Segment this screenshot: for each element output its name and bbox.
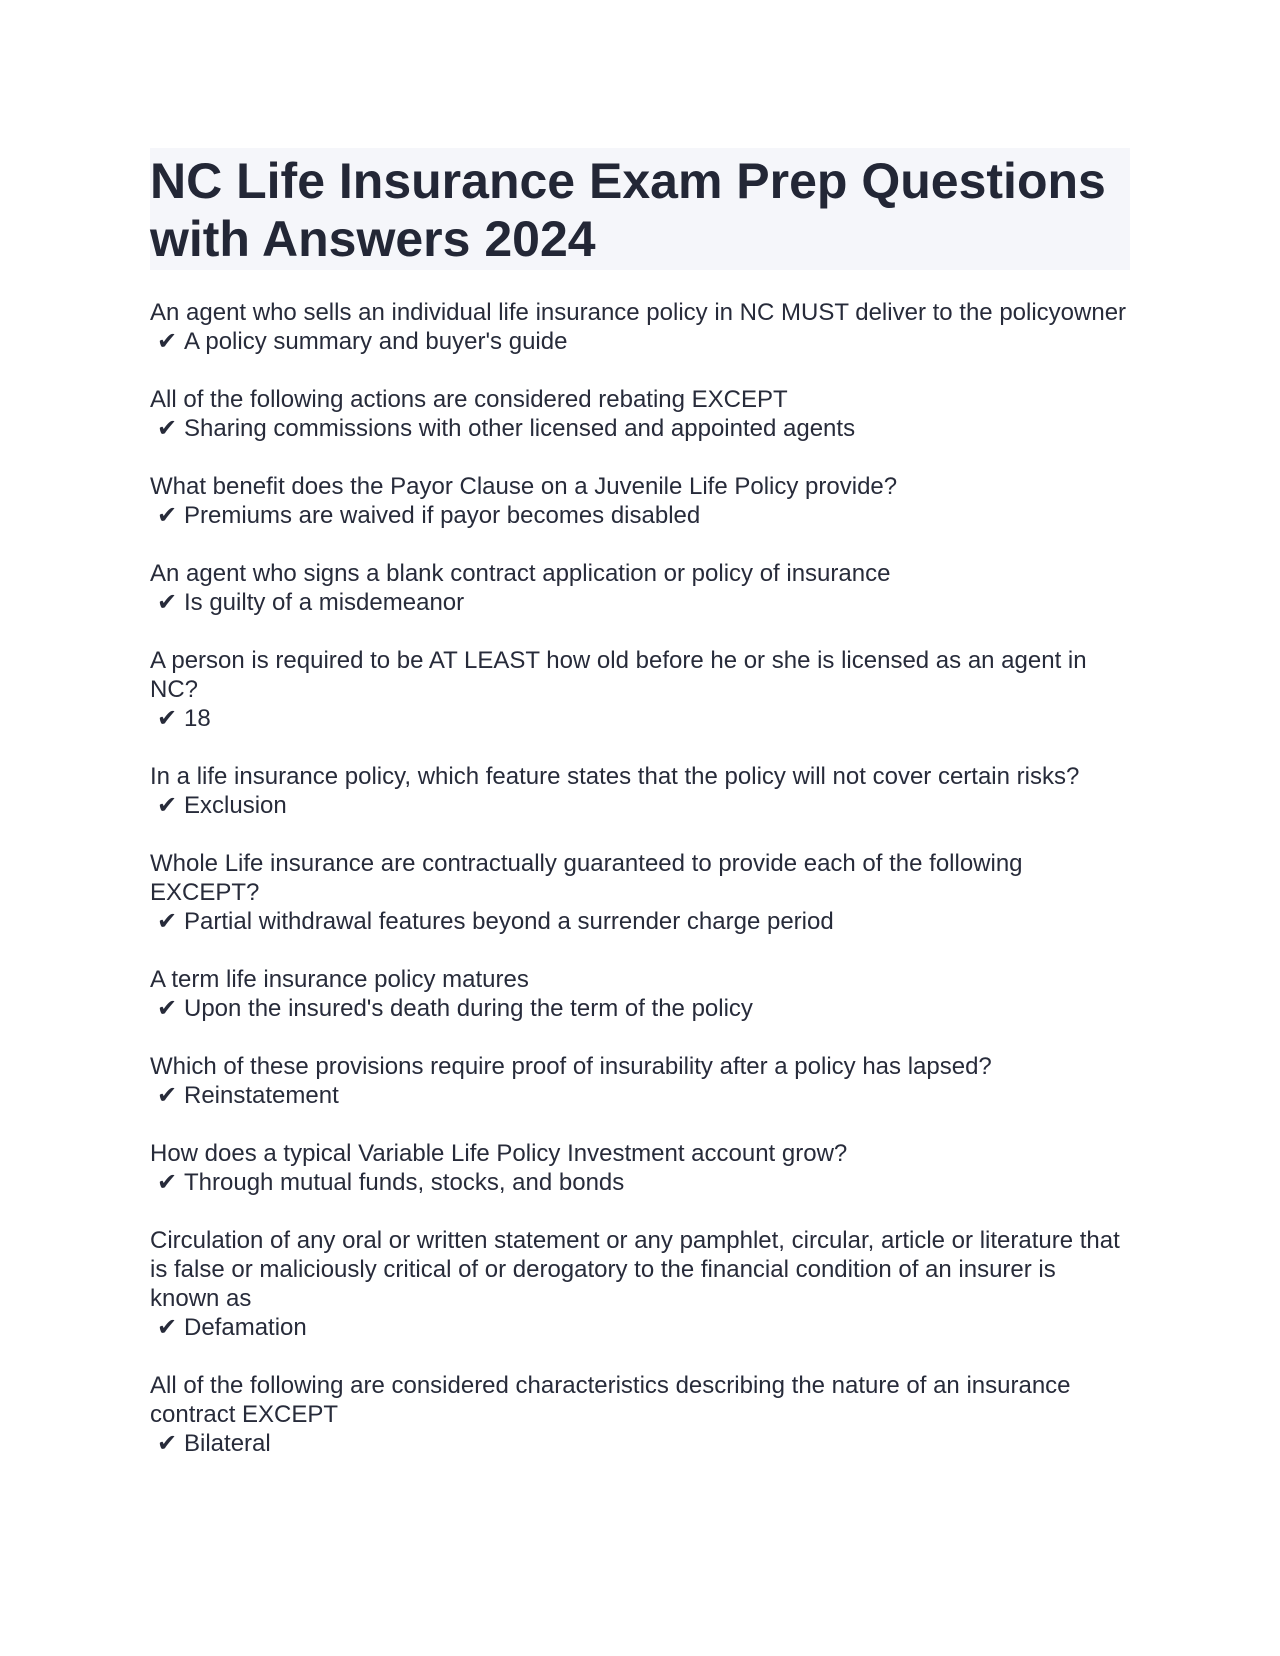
answer-line — [150, 327, 1130, 356]
checkmark-icon: ✔ — [157, 328, 178, 355]
question-text: How does a typical Variable Life Policy Investment account grow? — [150, 1140, 848, 1167]
answer-line — [150, 414, 1130, 443]
checkmark-icon: ✔ — [157, 792, 178, 819]
qa-item — [150, 1139, 1130, 1197]
checkmark-icon: ✔ — [157, 908, 178, 935]
answer-text: Premiums are waived if payor becomes disabled — [184, 502, 701, 529]
answer-text: Sharing commissions with other licensed and appointed agents — [184, 415, 856, 442]
checkmark-icon: ✔ — [157, 705, 178, 732]
answer-line — [150, 907, 1130, 936]
qa-item — [150, 1371, 1130, 1458]
answer-line — [150, 791, 1130, 820]
question-text: Circulation of any oral or written statement or any pamphlet, circular, article or literature that is false or maliciously critical of or derogatory to the financial condition of an insurer is known as — [150, 1227, 1120, 1312]
question-text: Whole Life insurance are contractually guaranteed to provide each of the following EXCEPT? — [150, 850, 1023, 906]
qa-item — [150, 1052, 1130, 1110]
answer-text: A policy summary and buyer's guide — [184, 328, 568, 355]
page-title: NC Life Insurance Exam Prep Questions with Answers 2024 — [150, 153, 1106, 267]
question-text: In a life insurance policy, which feature states that the policy will not cover certain risks? — [150, 763, 1080, 790]
answer-line — [150, 588, 1130, 617]
checkmark-icon: ✔ — [157, 415, 178, 442]
checkmark-icon: ✔ — [157, 1082, 178, 1109]
answer-text: Reinstatement — [184, 1082, 339, 1109]
answer-line — [150, 1168, 1130, 1197]
checkmark-icon: ✔ — [157, 589, 178, 616]
answer-text: Partial withdrawal features beyond a surrender charge period — [184, 908, 834, 935]
question-text: An agent who sells an individual life insurance policy in NC MUST deliver to the policyowner — [150, 299, 1127, 326]
checkmark-icon: ✔ — [157, 502, 178, 529]
answer-text: Upon the insured's death during the term of the policy — [184, 995, 753, 1022]
qa-item — [150, 559, 1130, 617]
answer-line — [150, 1313, 1130, 1342]
checkmark-icon: ✔ — [157, 1314, 178, 1341]
qa-item — [150, 646, 1130, 733]
answer-line — [150, 501, 1130, 530]
answer-line — [150, 994, 1130, 1023]
qa-item — [150, 849, 1130, 936]
title-box — [150, 148, 1130, 270]
question-text: All of the following are considered characteristics describing the nature of an insurance contract EXCEPT — [150, 1372, 1071, 1428]
qa-item — [150, 1226, 1130, 1342]
qa-item — [150, 298, 1130, 356]
qa-item — [150, 965, 1130, 1023]
checkmark-icon: ✔ — [157, 1169, 178, 1196]
qa-item — [150, 472, 1130, 530]
answer-text: Exclusion — [184, 792, 287, 819]
question-text: A person is required to be AT LEAST how old before he or she is licensed as an agent in NC? — [150, 647, 1087, 703]
answer-text: Is guilty of a misdemeanor — [184, 589, 465, 616]
question-text: All of the following actions are considered rebating EXCEPT — [150, 386, 788, 413]
answer-text: Bilateral — [184, 1430, 271, 1457]
checkmark-icon: ✔ — [157, 995, 178, 1022]
question-text: Which of these provisions require proof of insurability after a policy has lapsed? — [150, 1053, 992, 1080]
answer-line — [150, 704, 1130, 733]
question-text: A term life insurance policy matures — [150, 966, 529, 993]
qa-item — [150, 385, 1130, 443]
answer-line — [150, 1081, 1130, 1110]
question-text: What benefit does the Payor Clause on a Juvenile Life Policy provide? — [150, 473, 898, 500]
question-text: An agent who signs a blank contract application or policy of insurance — [150, 560, 891, 587]
answer-text: Defamation — [184, 1314, 307, 1341]
answer-text: Through mutual funds, stocks, and bonds — [184, 1169, 625, 1196]
answer-line — [150, 1429, 1130, 1458]
answer-text: 18 — [184, 705, 211, 732]
document-page — [150, 148, 1130, 1487]
qa-item — [150, 762, 1130, 820]
checkmark-icon: ✔ — [157, 1430, 178, 1457]
